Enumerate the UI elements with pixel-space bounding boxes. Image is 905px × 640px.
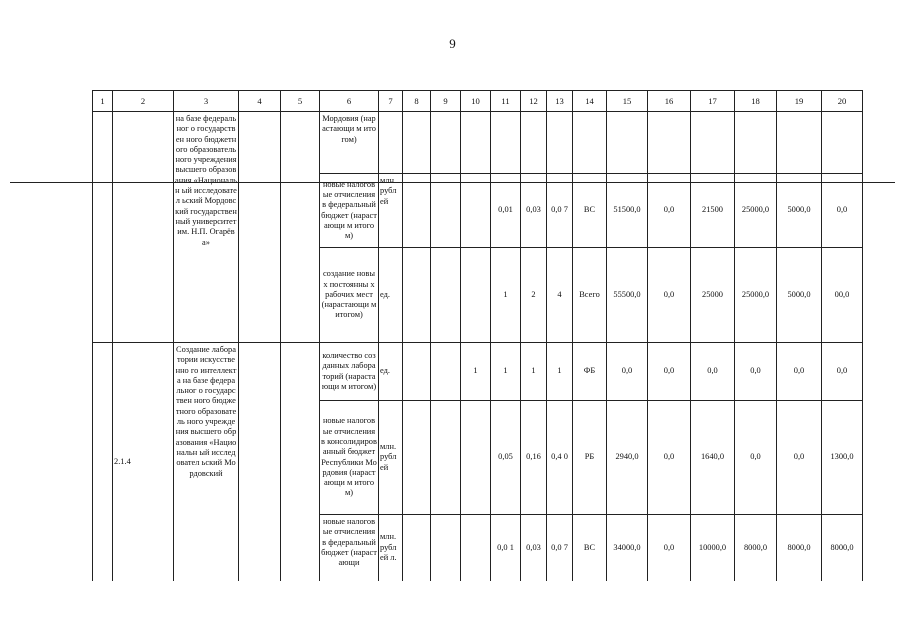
value-cell: 0,03 [521,174,547,248]
value-cell: 55500,0 [607,248,648,343]
header-cell: 16 [648,91,691,112]
cell-empty [431,174,461,248]
indicator-name: новые налоговые отчисления в федеральный бюджет (нарастающи [320,515,379,581]
cell-empty [93,343,113,581]
cell-empty [403,401,431,515]
value-cell: 51500,0 [607,174,648,248]
header-cell: 7 [379,91,403,112]
header-cell: 8 [403,91,431,112]
value-cell: 0,0 [648,248,691,343]
header-cell: 18 [735,91,777,112]
header-cell: 4 [239,91,281,112]
cell-empty [281,343,320,581]
cell-empty [403,112,431,174]
value-cell: 0,0 [777,401,822,515]
unit-cell: млн. рубл ей [379,401,403,515]
value-cell: 1 [491,343,521,401]
unit-cell: ед. [379,343,403,401]
value-cell: 8000,0 [822,515,863,581]
header-cell: 12 [521,91,547,112]
unit-cell: млн. рубл ей [379,174,403,248]
header-cell: 1 [93,91,113,112]
cell-empty [431,112,461,174]
value-cell: 2940,0 [607,401,648,515]
cell-empty [461,401,491,515]
cell-empty [822,112,863,174]
table-row [93,112,863,174]
value-cell: 0,0 1 [491,515,521,581]
value-cell: 00,0 [822,248,863,343]
value-cell: 8000,0 [777,515,822,581]
header-cell: 15 [607,91,648,112]
header-cell: 17 [691,91,735,112]
cell-empty [403,343,431,401]
value-cell: 0,0 [735,401,777,515]
value-cell: 0,16 [521,401,547,515]
source-cell: Всего [573,248,607,343]
value-cell: 25000,0 [735,248,777,343]
source-cell: ФБ [573,343,607,401]
cell-empty [93,112,113,343]
header-row [93,91,863,112]
cell-empty [777,112,822,174]
page-number: 9 [449,36,456,51]
measure-description: на базе федеральног о государствен ного бюджетного образователь ного учреждения высшего образования «Национальн ый исследовател ьский Мордовский государствен ный университет им. Н.П. Огарёва» [174,112,239,343]
indicator-name: новые налоговые отчисления в консолидиров анный бюджет Республики Мордовия (нарастающи м итогом) [320,401,379,515]
indicator-name: Мордовия (нарастающи м итогом) [320,112,379,174]
header-cell: 2 [113,91,174,112]
value-cell: 0,4 0 [547,401,573,515]
indicator-name: новые налоговые отчисления в федеральный бюджет (нарастающи м итогом) [320,174,379,248]
value-cell: 0,03 [521,515,547,581]
value-cell: 0,0 7 [547,174,573,248]
header-cell: 9 [431,91,461,112]
value-cell: 0,0 [777,343,822,401]
cell-empty [403,248,431,343]
value-cell: 0,01 [491,174,521,248]
value-cell: 0,05 [491,401,521,515]
value-cell: 1 [491,248,521,343]
value-cell: 1 [521,343,547,401]
value-cell: 2 [521,248,547,343]
header-cell: 10 [461,91,491,112]
value-cell: 25000 [691,248,735,343]
source-cell: РБ [573,401,607,515]
measure-number: 2.1.4 [113,343,174,581]
source-cell: ВС [573,174,607,248]
value-cell: 0,0 [822,343,863,401]
indicator-name: создание новых постоянны х рабочих мест (нарастающи м итогом) [320,248,379,343]
cell-empty [461,174,491,248]
value-cell: 5000,0 [777,248,822,343]
cell-empty [239,343,281,581]
header-cell: 20 [822,91,863,112]
value-cell: 1 [547,343,573,401]
measure-description: Создание лаборатории искусственно го интеллекта на базе федеральног о государствен ного бюджетного образователь ного учреждения высшего образования «Национальн ый исследовател ьский Мордовский [174,343,239,581]
value-cell: 34000,0 [607,515,648,581]
value-cell: 4 [547,248,573,343]
header-cell: 13 [547,91,573,112]
header-cell: 19 [777,91,822,112]
cell-empty [547,112,573,174]
value-cell: 1300,0 [822,401,863,515]
indicators-table [92,90,863,581]
value-cell: 0,0 [735,343,777,401]
value-cell: 1 [461,343,491,401]
unit-cell: млн. рубл ей л. [379,515,403,581]
header-cell: 5 [281,91,320,112]
value-cell: 0,0 7 [547,515,573,581]
cell-empty [431,343,461,401]
value-cell: 1640,0 [691,401,735,515]
value-cell: 8000,0 [735,515,777,581]
scan-artifact-line [10,182,895,183]
cell-empty [281,112,320,343]
header-cell: 3 [174,91,239,112]
cell-empty [461,112,491,174]
cell-empty [461,248,491,343]
value-cell: 0,0 [648,401,691,515]
cell-empty [431,401,461,515]
value-cell: 21500 [691,174,735,248]
value-cell: 0,0 [648,515,691,581]
header-cell: 14 [573,91,607,112]
cell-empty [521,112,547,174]
cell-empty [648,112,691,174]
value-cell: 25000,0 [735,174,777,248]
value-cell: 5000,0 [777,174,822,248]
indicator-name: количество созданных лабораторий (нарастающи м итогом) [320,343,379,401]
cell-empty [431,515,461,581]
value-cell: 0,0 [607,343,648,401]
cell-empty [691,112,735,174]
cell-empty [461,515,491,581]
cell-empty [239,112,281,343]
header-cell: 6 [320,91,379,112]
cell-empty [403,174,431,248]
cell-empty [573,112,607,174]
value-cell: 0,0 [691,343,735,401]
unit-cell: ед. [379,248,403,343]
header-cell: 11 [491,91,521,112]
cell-empty [403,515,431,581]
cell-empty [735,112,777,174]
table-row [93,343,863,401]
value-cell: 0,0 [822,174,863,248]
source-cell: ВС [573,515,607,581]
value-cell: 0,0 [648,343,691,401]
cell-empty [607,112,648,174]
value-cell: 0,0 [648,174,691,248]
value-cell: 10000,0 [691,515,735,581]
cell-empty [379,112,403,174]
cell-empty [113,112,174,343]
cell-empty [431,248,461,343]
cell-empty [491,112,521,174]
